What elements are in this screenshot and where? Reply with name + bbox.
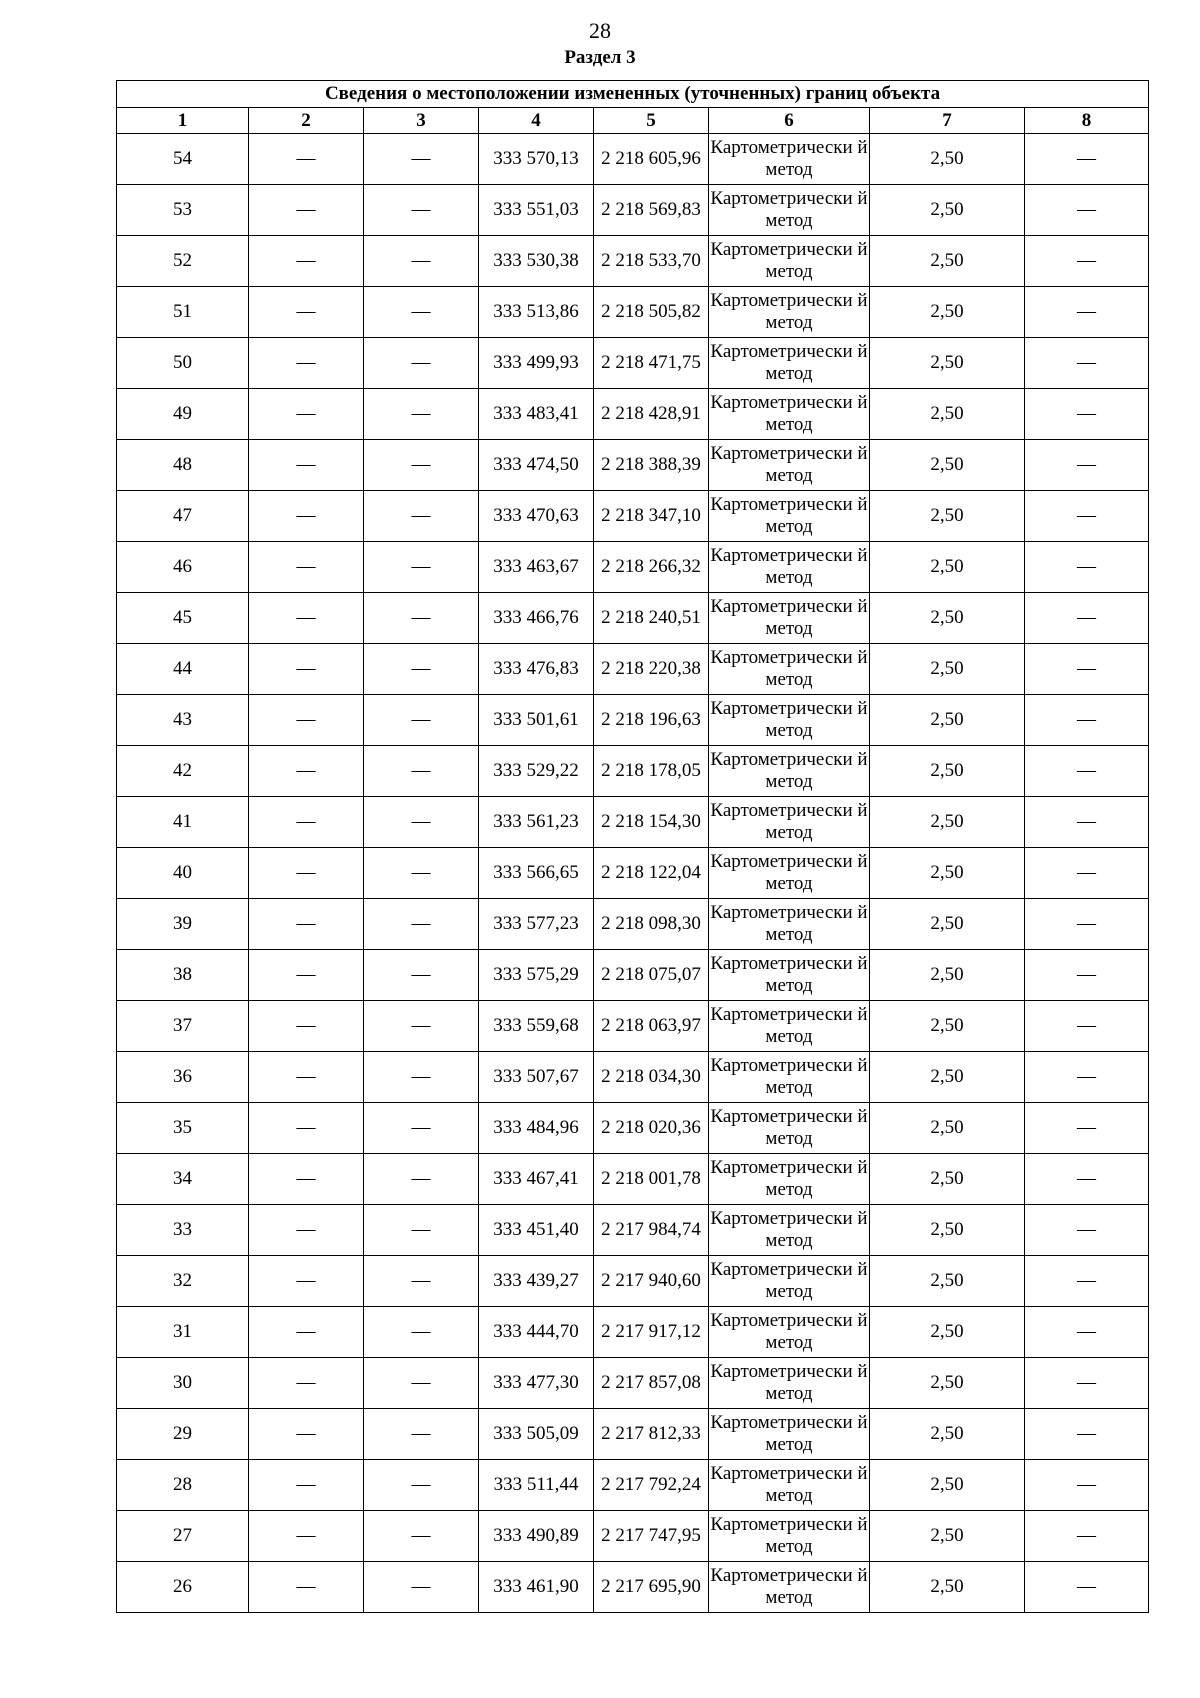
col2-dash-cell: — bbox=[249, 1460, 364, 1511]
table-row bbox=[117, 1358, 1149, 1409]
col2-dash-cell: — bbox=[249, 746, 364, 797]
point-number-cell: 40 bbox=[117, 848, 249, 899]
point-number-cell: 52 bbox=[117, 236, 249, 287]
x-coordinate-cell: 333 566,65 bbox=[479, 848, 594, 899]
method-cell: Картометрически й метод bbox=[709, 1562, 870, 1613]
col8-dash-cell: — bbox=[1025, 950, 1149, 1001]
accuracy-cell: 2,50 bbox=[870, 338, 1025, 389]
col2-dash-cell: — bbox=[249, 440, 364, 491]
x-coordinate-cell: 333 466,76 bbox=[479, 593, 594, 644]
col2-dash-cell: — bbox=[249, 1001, 364, 1052]
point-number-cell: 41 bbox=[117, 797, 249, 848]
col2-dash-cell: — bbox=[249, 644, 364, 695]
y-coordinate-cell: 2 218 533,70 bbox=[594, 236, 709, 287]
table-row bbox=[117, 1052, 1149, 1103]
table-row bbox=[117, 1460, 1149, 1511]
accuracy-cell: 2,50 bbox=[870, 389, 1025, 440]
accuracy-cell: 2,50 bbox=[870, 491, 1025, 542]
table-row bbox=[117, 287, 1149, 338]
method-cell: Картометрически й метод bbox=[709, 134, 870, 185]
column-number: 8 bbox=[1025, 108, 1149, 134]
method-cell: Картометрически й метод bbox=[709, 746, 870, 797]
col2-dash-cell: — bbox=[249, 389, 364, 440]
accuracy-cell: 2,50 bbox=[870, 848, 1025, 899]
col3-dash-cell: — bbox=[364, 1511, 479, 1562]
point-number-cell: 47 bbox=[117, 491, 249, 542]
col8-dash-cell: — bbox=[1025, 695, 1149, 746]
col2-dash-cell: — bbox=[249, 1409, 364, 1460]
col3-dash-cell: — bbox=[364, 491, 479, 542]
table-row bbox=[117, 185, 1149, 236]
x-coordinate-cell: 333 507,67 bbox=[479, 1052, 594, 1103]
y-coordinate-cell: 2 218 505,82 bbox=[594, 287, 709, 338]
table-row bbox=[117, 1307, 1149, 1358]
method-cell: Картометрически й метод bbox=[709, 338, 870, 389]
table-row bbox=[117, 797, 1149, 848]
table-row bbox=[117, 542, 1149, 593]
table-caption: Сведения о местоположении измененных (уточненных) границ объекта bbox=[117, 81, 1149, 108]
point-number-cell: 39 bbox=[117, 899, 249, 950]
table-row bbox=[117, 746, 1149, 797]
col8-dash-cell: — bbox=[1025, 797, 1149, 848]
y-coordinate-cell: 2 218 266,32 bbox=[594, 542, 709, 593]
accuracy-cell: 2,50 bbox=[870, 287, 1025, 338]
accuracy-cell: 2,50 bbox=[870, 1001, 1025, 1052]
point-number-cell: 28 bbox=[117, 1460, 249, 1511]
y-coordinate-cell: 2 218 098,30 bbox=[594, 899, 709, 950]
point-number-cell: 54 bbox=[117, 134, 249, 185]
accuracy-cell: 2,50 bbox=[870, 542, 1025, 593]
table-row bbox=[117, 593, 1149, 644]
col8-dash-cell: — bbox=[1025, 134, 1149, 185]
table-row bbox=[117, 134, 1149, 185]
accuracy-cell: 2,50 bbox=[870, 746, 1025, 797]
boundary-coordinates-table bbox=[116, 80, 1149, 1613]
point-number-cell: 53 bbox=[117, 185, 249, 236]
point-number-cell: 29 bbox=[117, 1409, 249, 1460]
table-row bbox=[117, 848, 1149, 899]
col2-dash-cell: — bbox=[249, 1052, 364, 1103]
y-coordinate-cell: 2 217 695,90 bbox=[594, 1562, 709, 1613]
x-coordinate-cell: 333 451,40 bbox=[479, 1205, 594, 1256]
point-number-cell: 27 bbox=[117, 1511, 249, 1562]
accuracy-cell: 2,50 bbox=[870, 440, 1025, 491]
accuracy-cell: 2,50 bbox=[870, 1358, 1025, 1409]
accuracy-cell: 2,50 bbox=[870, 1307, 1025, 1358]
col2-dash-cell: — bbox=[249, 1511, 364, 1562]
accuracy-cell: 2,50 bbox=[870, 1562, 1025, 1613]
y-coordinate-cell: 2 218 020,36 bbox=[594, 1103, 709, 1154]
y-coordinate-cell: 2 218 196,63 bbox=[594, 695, 709, 746]
y-coordinate-cell: 2 218 471,75 bbox=[594, 338, 709, 389]
col8-dash-cell: — bbox=[1025, 1256, 1149, 1307]
col3-dash-cell: — bbox=[364, 1103, 479, 1154]
col2-dash-cell: — bbox=[249, 1358, 364, 1409]
col8-dash-cell: — bbox=[1025, 1358, 1149, 1409]
x-coordinate-cell: 333 551,03 bbox=[479, 185, 594, 236]
x-coordinate-cell: 333 484,96 bbox=[479, 1103, 594, 1154]
method-cell: Картометрически й метод bbox=[709, 491, 870, 542]
col3-dash-cell: — bbox=[364, 1307, 479, 1358]
x-coordinate-cell: 333 577,23 bbox=[479, 899, 594, 950]
point-number-cell: 46 bbox=[117, 542, 249, 593]
col3-dash-cell: — bbox=[364, 1409, 479, 1460]
col3-dash-cell: — bbox=[364, 542, 479, 593]
x-coordinate-cell: 333 570,13 bbox=[479, 134, 594, 185]
col8-dash-cell: — bbox=[1025, 1307, 1149, 1358]
col8-dash-cell: — bbox=[1025, 1205, 1149, 1256]
col3-dash-cell: — bbox=[364, 899, 479, 950]
accuracy-cell: 2,50 bbox=[870, 1052, 1025, 1103]
x-coordinate-cell: 333 499,93 bbox=[479, 338, 594, 389]
y-coordinate-cell: 2 217 940,60 bbox=[594, 1256, 709, 1307]
table-row bbox=[117, 389, 1149, 440]
accuracy-cell: 2,50 bbox=[870, 1205, 1025, 1256]
accuracy-cell: 2,50 bbox=[870, 134, 1025, 185]
col2-dash-cell: — bbox=[249, 899, 364, 950]
accuracy-cell: 2,50 bbox=[870, 1511, 1025, 1562]
y-coordinate-cell: 2 217 812,33 bbox=[594, 1409, 709, 1460]
col2-dash-cell: — bbox=[249, 1103, 364, 1154]
section-title: Раздел 3 bbox=[564, 47, 636, 68]
x-coordinate-cell: 333 513,86 bbox=[479, 287, 594, 338]
x-coordinate-cell: 333 474,50 bbox=[479, 440, 594, 491]
col3-dash-cell: — bbox=[364, 1562, 479, 1613]
y-coordinate-cell: 2 217 792,24 bbox=[594, 1460, 709, 1511]
method-cell: Картометрически й метод bbox=[709, 1460, 870, 1511]
col8-dash-cell: — bbox=[1025, 1052, 1149, 1103]
col2-dash-cell: — bbox=[249, 593, 364, 644]
x-coordinate-cell: 333 511,44 bbox=[479, 1460, 594, 1511]
x-coordinate-cell: 333 490,89 bbox=[479, 1511, 594, 1562]
y-coordinate-cell: 2 218 075,07 bbox=[594, 950, 709, 1001]
col3-dash-cell: — bbox=[364, 950, 479, 1001]
column-number: 4 bbox=[479, 108, 594, 134]
page-number: 28 bbox=[589, 18, 611, 43]
col3-dash-cell: — bbox=[364, 1154, 479, 1205]
x-coordinate-cell: 333 477,30 bbox=[479, 1358, 594, 1409]
column-number: 7 bbox=[870, 108, 1025, 134]
col8-dash-cell: — bbox=[1025, 236, 1149, 287]
col8-dash-cell: — bbox=[1025, 1154, 1149, 1205]
y-coordinate-cell: 2 218 063,97 bbox=[594, 1001, 709, 1052]
y-coordinate-cell: 2 218 034,30 bbox=[594, 1052, 709, 1103]
table-row bbox=[117, 440, 1149, 491]
col2-dash-cell: — bbox=[249, 1256, 364, 1307]
point-number-cell: 33 bbox=[117, 1205, 249, 1256]
accuracy-cell: 2,50 bbox=[870, 1103, 1025, 1154]
accuracy-cell: 2,50 bbox=[870, 593, 1025, 644]
col3-dash-cell: — bbox=[364, 1052, 479, 1103]
col3-dash-cell: — bbox=[364, 644, 479, 695]
col8-dash-cell: — bbox=[1025, 1460, 1149, 1511]
column-number: 2 bbox=[249, 108, 364, 134]
y-coordinate-cell: 2 218 569,83 bbox=[594, 185, 709, 236]
table-row bbox=[117, 1256, 1149, 1307]
col3-dash-cell: — bbox=[364, 1205, 479, 1256]
col2-dash-cell: — bbox=[249, 1562, 364, 1613]
x-coordinate-cell: 333 559,68 bbox=[479, 1001, 594, 1052]
col3-dash-cell: — bbox=[364, 797, 479, 848]
point-number-cell: 51 bbox=[117, 287, 249, 338]
accuracy-cell: 2,50 bbox=[870, 1409, 1025, 1460]
col3-dash-cell: — bbox=[364, 185, 479, 236]
point-number-cell: 48 bbox=[117, 440, 249, 491]
point-number-cell: 34 bbox=[117, 1154, 249, 1205]
point-number-cell: 36 bbox=[117, 1052, 249, 1103]
x-coordinate-cell: 333 439,27 bbox=[479, 1256, 594, 1307]
method-cell: Картометрически й метод bbox=[709, 695, 870, 746]
col2-dash-cell: — bbox=[249, 1154, 364, 1205]
col3-dash-cell: — bbox=[364, 287, 479, 338]
col2-dash-cell: — bbox=[249, 491, 364, 542]
col8-dash-cell: — bbox=[1025, 746, 1149, 797]
accuracy-cell: 2,50 bbox=[870, 236, 1025, 287]
x-coordinate-cell: 333 530,38 bbox=[479, 236, 594, 287]
table-row bbox=[117, 950, 1149, 1001]
method-cell: Картометрически й метод bbox=[709, 1256, 870, 1307]
method-cell: Картометрически й метод bbox=[709, 1001, 870, 1052]
table-row bbox=[117, 491, 1149, 542]
col8-dash-cell: — bbox=[1025, 389, 1149, 440]
col3-dash-cell: — bbox=[364, 389, 479, 440]
col8-dash-cell: — bbox=[1025, 1001, 1149, 1052]
col2-dash-cell: — bbox=[249, 185, 364, 236]
column-number: 6 bbox=[709, 108, 870, 134]
x-coordinate-cell: 333 461,90 bbox=[479, 1562, 594, 1613]
accuracy-cell: 2,50 bbox=[870, 797, 1025, 848]
x-coordinate-cell: 333 444,70 bbox=[479, 1307, 594, 1358]
table-row bbox=[117, 1001, 1149, 1052]
method-cell: Картометрически й метод bbox=[709, 1205, 870, 1256]
col2-dash-cell: — bbox=[249, 287, 364, 338]
point-number-cell: 43 bbox=[117, 695, 249, 746]
y-coordinate-cell: 2 217 984,74 bbox=[594, 1205, 709, 1256]
y-coordinate-cell: 2 218 388,39 bbox=[594, 440, 709, 491]
col8-dash-cell: — bbox=[1025, 1103, 1149, 1154]
y-coordinate-cell: 2 218 122,04 bbox=[594, 848, 709, 899]
point-number-cell: 26 bbox=[117, 1562, 249, 1613]
y-coordinate-cell: 2 218 428,91 bbox=[594, 389, 709, 440]
method-cell: Картометрически й метод bbox=[709, 1409, 870, 1460]
y-coordinate-cell: 2 217 857,08 bbox=[594, 1358, 709, 1409]
column-number: 3 bbox=[364, 108, 479, 134]
accuracy-cell: 2,50 bbox=[870, 1460, 1025, 1511]
method-cell: Картометрически й метод bbox=[709, 644, 870, 695]
method-cell: Картометрически й метод bbox=[709, 185, 870, 236]
col2-dash-cell: — bbox=[249, 797, 364, 848]
col8-dash-cell: — bbox=[1025, 440, 1149, 491]
method-cell: Картометрически й метод bbox=[709, 899, 870, 950]
point-number-cell: 31 bbox=[117, 1307, 249, 1358]
x-coordinate-cell: 333 463,67 bbox=[479, 542, 594, 593]
col3-dash-cell: — bbox=[364, 134, 479, 185]
x-coordinate-cell: 333 575,29 bbox=[479, 950, 594, 1001]
method-cell: Картометрически й метод bbox=[709, 1511, 870, 1562]
col2-dash-cell: — bbox=[249, 950, 364, 1001]
table-row bbox=[117, 695, 1149, 746]
accuracy-cell: 2,50 bbox=[870, 1256, 1025, 1307]
col8-dash-cell: — bbox=[1025, 287, 1149, 338]
accuracy-cell: 2,50 bbox=[870, 1154, 1025, 1205]
point-number-cell: 37 bbox=[117, 1001, 249, 1052]
method-cell: Картометрически й метод bbox=[709, 1052, 870, 1103]
method-cell: Картометрически й метод bbox=[709, 236, 870, 287]
accuracy-cell: 2,50 bbox=[870, 950, 1025, 1001]
column-number: 1 bbox=[117, 108, 249, 134]
table-row bbox=[117, 899, 1149, 950]
col2-dash-cell: — bbox=[249, 1307, 364, 1358]
col3-dash-cell: — bbox=[364, 236, 479, 287]
table-row bbox=[117, 1511, 1149, 1562]
col3-dash-cell: — bbox=[364, 1460, 479, 1511]
method-cell: Картометрически й метод bbox=[709, 1358, 870, 1409]
column-number: 5 bbox=[594, 108, 709, 134]
point-number-cell: 38 bbox=[117, 950, 249, 1001]
method-cell: Картометрически й метод bbox=[709, 1307, 870, 1358]
col8-dash-cell: — bbox=[1025, 338, 1149, 389]
method-cell: Картометрически й метод bbox=[709, 440, 870, 491]
x-coordinate-cell: 333 505,09 bbox=[479, 1409, 594, 1460]
col3-dash-cell: — bbox=[364, 338, 479, 389]
table-row bbox=[117, 338, 1149, 389]
table-row bbox=[117, 644, 1149, 695]
x-coordinate-cell: 333 529,22 bbox=[479, 746, 594, 797]
method-cell: Картометрически й метод bbox=[709, 797, 870, 848]
col8-dash-cell: — bbox=[1025, 1511, 1149, 1562]
method-cell: Картометрически й метод bbox=[709, 1103, 870, 1154]
col8-dash-cell: — bbox=[1025, 1562, 1149, 1613]
point-number-cell: 35 bbox=[117, 1103, 249, 1154]
point-number-cell: 50 bbox=[117, 338, 249, 389]
col3-dash-cell: — bbox=[364, 593, 479, 644]
col8-dash-cell: — bbox=[1025, 542, 1149, 593]
col3-dash-cell: — bbox=[364, 1256, 479, 1307]
method-cell: Картометрически й метод bbox=[709, 542, 870, 593]
col8-dash-cell: — bbox=[1025, 1409, 1149, 1460]
col3-dash-cell: — bbox=[364, 848, 479, 899]
accuracy-cell: 2,50 bbox=[870, 695, 1025, 746]
method-cell: Картометрически й метод bbox=[709, 389, 870, 440]
col3-dash-cell: — bbox=[364, 746, 479, 797]
col8-dash-cell: — bbox=[1025, 899, 1149, 950]
col8-dash-cell: — bbox=[1025, 491, 1149, 542]
method-cell: Картометрически й метод bbox=[709, 1154, 870, 1205]
table-row bbox=[117, 1409, 1149, 1460]
col8-dash-cell: — bbox=[1025, 185, 1149, 236]
point-number-cell: 30 bbox=[117, 1358, 249, 1409]
col8-dash-cell: — bbox=[1025, 848, 1149, 899]
col2-dash-cell: — bbox=[249, 236, 364, 287]
y-coordinate-cell: 2 218 154,30 bbox=[594, 797, 709, 848]
column-number-row bbox=[117, 108, 1149, 134]
point-number-cell: 42 bbox=[117, 746, 249, 797]
accuracy-cell: 2,50 bbox=[870, 644, 1025, 695]
point-number-cell: 49 bbox=[117, 389, 249, 440]
table-row bbox=[117, 1154, 1149, 1205]
col2-dash-cell: — bbox=[249, 542, 364, 593]
y-coordinate-cell: 2 218 220,38 bbox=[594, 644, 709, 695]
col3-dash-cell: — bbox=[364, 1001, 479, 1052]
method-cell: Картометрически й метод bbox=[709, 287, 870, 338]
x-coordinate-cell: 333 467,41 bbox=[479, 1154, 594, 1205]
point-number-cell: 45 bbox=[117, 593, 249, 644]
x-coordinate-cell: 333 501,61 bbox=[479, 695, 594, 746]
table-row bbox=[117, 1205, 1149, 1256]
col3-dash-cell: — bbox=[364, 1358, 479, 1409]
point-number-cell: 44 bbox=[117, 644, 249, 695]
x-coordinate-cell: 333 561,23 bbox=[479, 797, 594, 848]
col2-dash-cell: — bbox=[249, 338, 364, 389]
col2-dash-cell: — bbox=[249, 848, 364, 899]
y-coordinate-cell: 2 217 747,95 bbox=[594, 1511, 709, 1562]
col2-dash-cell: — bbox=[249, 134, 364, 185]
col2-dash-cell: — bbox=[249, 695, 364, 746]
y-coordinate-cell: 2 218 240,51 bbox=[594, 593, 709, 644]
x-coordinate-cell: 333 476,83 bbox=[479, 644, 594, 695]
table-row bbox=[117, 236, 1149, 287]
col3-dash-cell: — bbox=[364, 695, 479, 746]
col3-dash-cell: — bbox=[364, 440, 479, 491]
method-cell: Картометрически й метод bbox=[709, 848, 870, 899]
y-coordinate-cell: 2 217 917,12 bbox=[594, 1307, 709, 1358]
method-cell: Картометрически й метод bbox=[709, 950, 870, 1001]
method-cell: Картометрически й метод bbox=[709, 593, 870, 644]
y-coordinate-cell: 2 218 605,96 bbox=[594, 134, 709, 185]
accuracy-cell: 2,50 bbox=[870, 899, 1025, 950]
y-coordinate-cell: 2 218 178,05 bbox=[594, 746, 709, 797]
col8-dash-cell: — bbox=[1025, 593, 1149, 644]
table-row bbox=[117, 1562, 1149, 1613]
table-row bbox=[117, 1103, 1149, 1154]
y-coordinate-cell: 2 218 347,10 bbox=[594, 491, 709, 542]
x-coordinate-cell: 333 483,41 bbox=[479, 389, 594, 440]
col2-dash-cell: — bbox=[249, 1205, 364, 1256]
accuracy-cell: 2,50 bbox=[870, 185, 1025, 236]
col8-dash-cell: — bbox=[1025, 644, 1149, 695]
y-coordinate-cell: 2 218 001,78 bbox=[594, 1154, 709, 1205]
point-number-cell: 32 bbox=[117, 1256, 249, 1307]
x-coordinate-cell: 333 470,63 bbox=[479, 491, 594, 542]
